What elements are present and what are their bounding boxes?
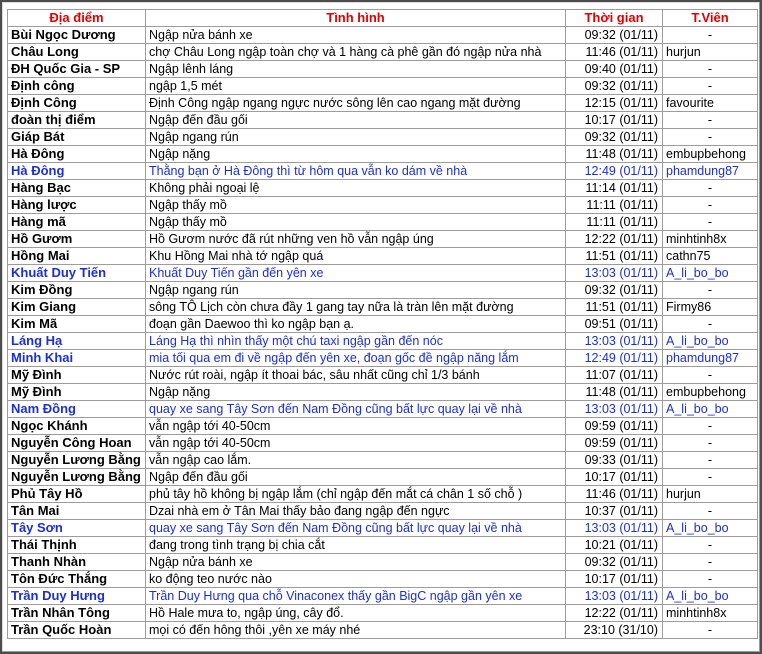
table-body [8, 27, 758, 639]
place-cell: đoàn thị điểm [8, 112, 146, 129]
user-cell: - [663, 418, 758, 435]
status-cell: Ngập nửa bánh xe [146, 27, 566, 44]
status-cell: Ngập nửa bánh xe [146, 554, 566, 571]
time-cell: 23:10 (31/10) [566, 622, 663, 639]
user-cell: - [663, 571, 758, 588]
time-cell: 09:32 (01/11) [566, 129, 663, 146]
time-cell: 10:37 (01/11) [566, 503, 663, 520]
table-row[interactable] [8, 367, 758, 384]
table-row[interactable] [8, 214, 758, 231]
user-cell: phamdung87 [663, 163, 758, 180]
user-cell: - [663, 469, 758, 486]
user-cell: - [663, 367, 758, 384]
time-cell: 11:11 (01/11) [566, 197, 663, 214]
user-cell: - [663, 112, 758, 129]
time-cell: 09:32 (01/11) [566, 78, 663, 95]
place-cell: Minh Khai [8, 350, 146, 367]
place-cell: Khuất Duy Tiến [8, 265, 146, 282]
table-row[interactable] [8, 44, 758, 61]
flood-status-table [7, 9, 758, 639]
table-row[interactable] [8, 316, 758, 333]
table-row[interactable] [8, 282, 758, 299]
place-cell: Kim Đồng [8, 282, 146, 299]
time-cell: 11:46 (01/11) [566, 44, 663, 61]
place-cell: Tân Mai [8, 503, 146, 520]
place-cell: Nguyễn Công Hoan [8, 435, 146, 452]
table-row[interactable] [8, 418, 758, 435]
table-row[interactable] [8, 503, 758, 520]
place-cell: Tôn Đức Thắng [8, 571, 146, 588]
status-cell: Ngập đến đầu gối [146, 112, 566, 129]
table-row[interactable] [8, 61, 758, 78]
status-cell: Ngập lênh láng [146, 61, 566, 78]
table-row[interactable] [8, 231, 758, 248]
place-cell: Định Công [8, 95, 146, 112]
status-cell: vẫn ngập tới 40-50cm [146, 418, 566, 435]
time-cell: 09:32 (01/11) [566, 282, 663, 299]
place-cell: Hà Đông [8, 146, 146, 163]
user-cell: embupbehong [663, 146, 758, 163]
place-cell: Hàng mã [8, 214, 146, 231]
time-cell: 13:03 (01/11) [566, 265, 663, 282]
user-cell: - [663, 435, 758, 452]
place-cell: Nam Đồng [8, 401, 146, 418]
user-cell: A_li_bo_bo [663, 401, 758, 418]
user-cell: A_li_bo_bo [663, 333, 758, 350]
column-header-time[interactable]: Thời gian [566, 10, 663, 27]
place-cell: Kim Mã [8, 316, 146, 333]
user-cell: - [663, 282, 758, 299]
place-cell: Thái Thịnh [8, 537, 146, 554]
place-cell: Nguyễn Lương Bằng [8, 452, 146, 469]
table-row[interactable] [8, 537, 758, 554]
table-row[interactable] [8, 265, 758, 282]
status-cell: quay xe sang Tây Sơn đến Nam Đồng cũng bất lực quay lại về nhà [146, 401, 566, 418]
place-cell: Hà Đông [8, 163, 146, 180]
column-header-user[interactable]: T.Viên [663, 10, 758, 27]
user-cell: - [663, 78, 758, 95]
status-cell: Không phải ngoại lệ [146, 180, 566, 197]
table-header-row [8, 10, 758, 27]
user-cell: - [663, 214, 758, 231]
time-cell: 12:22 (01/11) [566, 231, 663, 248]
time-cell: 10:21 (01/11) [566, 537, 663, 554]
status-cell: mia tối qua em đi về ngập đến yên xe, đoạn gốc đề ngập năng lắm [146, 350, 566, 367]
status-cell: Thằng bạn ở Hà Đông thì từ hôm qua vẫn ko dám về nhà [146, 163, 566, 180]
table-row[interactable] [8, 350, 758, 367]
table-row[interactable] [8, 401, 758, 418]
time-cell: 12:15 (01/11) [566, 95, 663, 112]
status-cell: ngập 1,5 mét [146, 78, 566, 95]
time-cell: 11:07 (01/11) [566, 367, 663, 384]
time-cell: 13:03 (01/11) [566, 588, 663, 605]
time-cell: 09:59 (01/11) [566, 418, 663, 435]
table-row[interactable] [8, 180, 758, 197]
user-cell: - [663, 554, 758, 571]
user-cell: - [663, 316, 758, 333]
place-cell: Láng Hạ [8, 333, 146, 350]
time-cell: 09:51 (01/11) [566, 316, 663, 333]
time-cell: 09:59 (01/11) [566, 435, 663, 452]
user-cell: favourite [663, 95, 758, 112]
time-cell: 09:32 (01/11) [566, 554, 663, 571]
user-cell: cathn75 [663, 248, 758, 265]
place-cell: Trần Duy Hưng [8, 588, 146, 605]
user-cell: A_li_bo_bo [663, 265, 758, 282]
time-cell: 09:33 (01/11) [566, 452, 663, 469]
table-row[interactable] [8, 112, 758, 129]
table-row[interactable] [8, 622, 758, 639]
user-cell: minhtinh8x [663, 231, 758, 248]
table-row[interactable] [8, 146, 758, 163]
place-cell: Định công [8, 78, 146, 95]
table-row[interactable] [8, 163, 758, 180]
status-cell: Nước rút roài, ngập ít thoai bác, sâu nhất cũng chỉ 1/3 bánh [146, 367, 566, 384]
place-cell: Hồ Gươm [8, 231, 146, 248]
place-cell: Trần Quốc Hoàn [8, 622, 146, 639]
status-cell: Ngập nặng [146, 146, 566, 163]
time-cell: 11:14 (01/11) [566, 180, 663, 197]
status-cell: Khu Hồng Mai nhà tớ ngập quá [146, 248, 566, 265]
user-cell: - [663, 503, 758, 520]
status-cell: sông TÔ Lịch còn chưa đầy 1 gang tay nữa là tràn lên mặt đường [146, 299, 566, 316]
place-cell: Phủ Tây Hồ [8, 486, 146, 503]
place-cell: Hàng Bạc [8, 180, 146, 197]
status-cell: mọi có đến hông thôi ,yên xe máy nhé [146, 622, 566, 639]
table-row[interactable] [8, 248, 758, 265]
user-cell: - [663, 129, 758, 146]
place-cell: Thanh Nhàn [8, 554, 146, 571]
time-cell: 13:03 (01/11) [566, 520, 663, 537]
user-cell: A_li_bo_bo [663, 588, 758, 605]
user-cell: minhtinh8x [663, 605, 758, 622]
time-cell: 11:46 (01/11) [566, 486, 663, 503]
place-cell: Bùi Ngọc Dương [8, 27, 146, 44]
status-cell: Hồ Gươm nước đã rút những ven hồ vẫn ngập úng [146, 231, 566, 248]
time-cell: 13:03 (01/11) [566, 333, 663, 350]
time-cell: 11:48 (01/11) [566, 384, 663, 401]
place-cell: Hàng lược [8, 197, 146, 214]
time-cell: 09:32 (01/11) [566, 27, 663, 44]
status-cell: Hồ Hale mưa to, ngập úng, cây đổ. [146, 605, 566, 622]
table-row[interactable] [8, 197, 758, 214]
user-cell: - [663, 197, 758, 214]
place-cell: Kim Giang [8, 299, 146, 316]
time-cell: 10:17 (01/11) [566, 571, 663, 588]
status-cell: đoạn gần Daewoo thì ko ngập bạn ạ. [146, 316, 566, 333]
user-cell: - [663, 61, 758, 78]
status-cell: Ngập đến đầu gối [146, 469, 566, 486]
status-cell: Trần Duy Hưng qua chỗ Vinaconex thấy gần BigC ngập gần yên xe [146, 588, 566, 605]
status-cell: vẫn ngập cao lắm. [146, 452, 566, 469]
status-cell: Ngập ngang rún [146, 282, 566, 299]
table-row[interactable] [8, 605, 758, 622]
status-cell: vẫn ngập tới 40-50cm [146, 435, 566, 452]
user-cell: A_li_bo_bo [663, 520, 758, 537]
status-cell: Láng Hạ thì nhìn thấy một chú taxi ngập gần đến nóc [146, 333, 566, 350]
status-cell: Ngập nặng [146, 384, 566, 401]
table-row[interactable] [8, 435, 758, 452]
place-cell: Mỹ Đình [8, 367, 146, 384]
table-row[interactable] [8, 452, 758, 469]
user-cell: embupbehong [663, 384, 758, 401]
table-row[interactable] [8, 384, 758, 401]
table-row[interactable] [8, 27, 758, 44]
table-row[interactable] [8, 571, 758, 588]
time-cell: 12:49 (01/11) [566, 350, 663, 367]
time-cell: 11:48 (01/11) [566, 146, 663, 163]
place-cell: Giáp Bát [8, 129, 146, 146]
status-cell: Khuất Duy Tiến gần đến yên xe [146, 265, 566, 282]
time-cell: 12:22 (01/11) [566, 605, 663, 622]
time-cell: 09:40 (01/11) [566, 61, 663, 78]
user-cell: - [663, 27, 758, 44]
user-cell: phamdung87 [663, 350, 758, 367]
column-header-place[interactable]: Địa điểm [8, 10, 146, 27]
time-cell: 11:51 (01/11) [566, 248, 663, 265]
status-cell: Ngập thấy mồ [146, 214, 566, 231]
place-cell: Hồng Mai [8, 248, 146, 265]
place-cell: Nguyễn Lương Bằng [8, 469, 146, 486]
place-cell: Ngọc Khánh [8, 418, 146, 435]
table-row[interactable] [8, 299, 758, 316]
table-row[interactable] [8, 129, 758, 146]
status-cell: Dzai nhà em ở Tân Mai thấy bảo đang ngập đến ngực [146, 503, 566, 520]
time-cell: 11:51 (01/11) [566, 299, 663, 316]
status-cell: Ngập thấy mồ [146, 197, 566, 214]
time-cell: 13:03 (01/11) [566, 401, 663, 418]
column-header-status[interactable]: Tình hình [146, 10, 566, 27]
table-row[interactable] [8, 588, 758, 605]
table-row[interactable] [8, 554, 758, 571]
place-cell: Trần Nhân Tông [8, 605, 146, 622]
status-cell: chợ Châu Long ngập toàn chợ và 1 hàng cà phê gần đó ngập nửa nhà [146, 44, 566, 61]
status-cell: ko động teo nước nào [146, 571, 566, 588]
user-cell: - [663, 180, 758, 197]
time-cell: 12:49 (01/11) [566, 163, 663, 180]
table-row[interactable] [8, 469, 758, 486]
time-cell: 10:17 (01/11) [566, 112, 663, 129]
user-cell: hurjun [663, 44, 758, 61]
status-cell: Định Công ngập ngang ngực nước sông lên cao ngang mặt đường [146, 95, 566, 112]
place-cell: Châu Long [8, 44, 146, 61]
status-cell: đang trong tình trạng bị chia cắt [146, 537, 566, 554]
table-row[interactable] [8, 95, 758, 112]
status-cell: phủ tây hồ không bị ngập lắm (chỉ ngập đến mắt cá chân 1 số chỗ ) [146, 486, 566, 503]
time-cell: 10:17 (01/11) [566, 469, 663, 486]
table-row[interactable] [8, 333, 758, 350]
status-cell: Ngập ngang rún [146, 129, 566, 146]
table-row[interactable] [8, 486, 758, 503]
place-cell: ĐH Quốc Gia - SP [8, 61, 146, 78]
user-cell: - [663, 452, 758, 469]
place-cell: Tây Sơn [8, 520, 146, 537]
user-cell: - [663, 537, 758, 554]
user-cell: Firmy86 [663, 299, 758, 316]
status-cell: quay xe sang Tây Sơn đến Nam Đồng cũng bất lực quay lại về nhà [146, 520, 566, 537]
time-cell: 11:11 (01/11) [566, 214, 663, 231]
user-cell: - [663, 622, 758, 639]
table-row[interactable] [8, 520, 758, 537]
user-cell: hurjun [663, 486, 758, 503]
table-row[interactable] [8, 78, 758, 95]
place-cell: Mỹ Đình [8, 384, 146, 401]
